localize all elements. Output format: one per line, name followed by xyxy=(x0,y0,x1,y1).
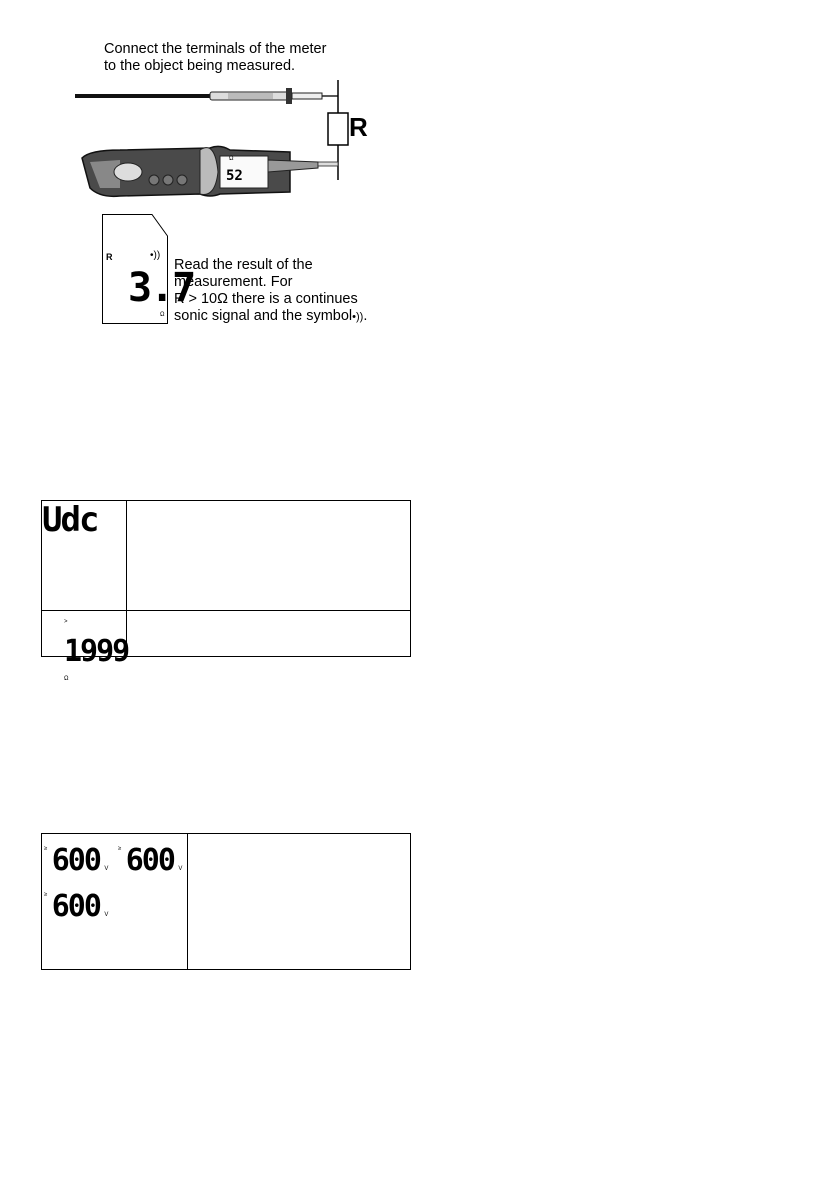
test-probe xyxy=(75,88,338,104)
voltage-display-a-value: 600 xyxy=(51,843,100,878)
voltage-display-c-value: 600 xyxy=(51,889,100,924)
udc-display: Udc xyxy=(42,500,98,540)
lcd-display-preview xyxy=(102,214,195,324)
voltage-display-b xyxy=(118,843,183,878)
table2-description-cell xyxy=(188,834,411,970)
meter-display-unit: Ω xyxy=(229,156,234,162)
voltage-display-a-unit: V xyxy=(104,866,109,872)
voltage-display-c xyxy=(44,889,109,924)
voltage-display-c-unit: V xyxy=(104,912,109,918)
lcd-mode-label: R xyxy=(106,252,113,262)
sound-symbol-icon: •)) xyxy=(352,311,364,323)
lcd-unit: Ω xyxy=(160,312,165,318)
overrange-value: 1999 xyxy=(64,634,129,669)
voltage-display-b-prefix: ≥ xyxy=(118,846,122,852)
read-instruction-line1: Read the result of the xyxy=(174,257,313,273)
overrange-prefix: > xyxy=(64,619,68,625)
resistor-label: R xyxy=(349,112,368,142)
read-instruction-end: . xyxy=(363,308,368,324)
connect-instruction-line1: Connect the terminals of the meter xyxy=(104,41,327,57)
measurement-setup-drawing xyxy=(60,80,400,210)
table1-description-cell-2 xyxy=(127,611,411,657)
read-instruction-line4 xyxy=(174,308,367,326)
connect-instruction xyxy=(104,41,326,75)
voltage-display-c-prefix: ≥ xyxy=(44,892,48,898)
message-table-1 xyxy=(41,500,411,682)
message-table-2 xyxy=(41,833,411,970)
voltage-display-b-unit: V xyxy=(178,866,183,872)
table1-display-cell-2 xyxy=(42,611,129,682)
read-instruction-line4-text: sonic signal and the symbol xyxy=(174,308,353,324)
meter-body xyxy=(82,146,338,196)
voltage-display-a xyxy=(44,843,109,878)
connect-instruction-line2: to the object being measured. xyxy=(104,58,296,74)
svg-text:52: 52 xyxy=(226,168,243,184)
table1-display-cell-1 xyxy=(42,501,127,611)
table2-display-cell xyxy=(42,834,188,970)
overrange-unit: Ω xyxy=(64,676,69,682)
read-instruction-line2: measurement. For xyxy=(174,274,293,290)
voltage-display-b-value: 600 xyxy=(125,843,174,878)
lcd-reading: 3.7 xyxy=(128,265,195,311)
overrange-display xyxy=(64,619,128,685)
read-instruction-line3: R > 10Ω there is a continues xyxy=(174,291,358,307)
read-instruction xyxy=(174,257,367,326)
speaker-waves-icon: •)) xyxy=(150,250,161,261)
voltage-display-a-prefix: ≥ xyxy=(44,846,48,852)
table1-description-cell-1 xyxy=(127,501,411,611)
